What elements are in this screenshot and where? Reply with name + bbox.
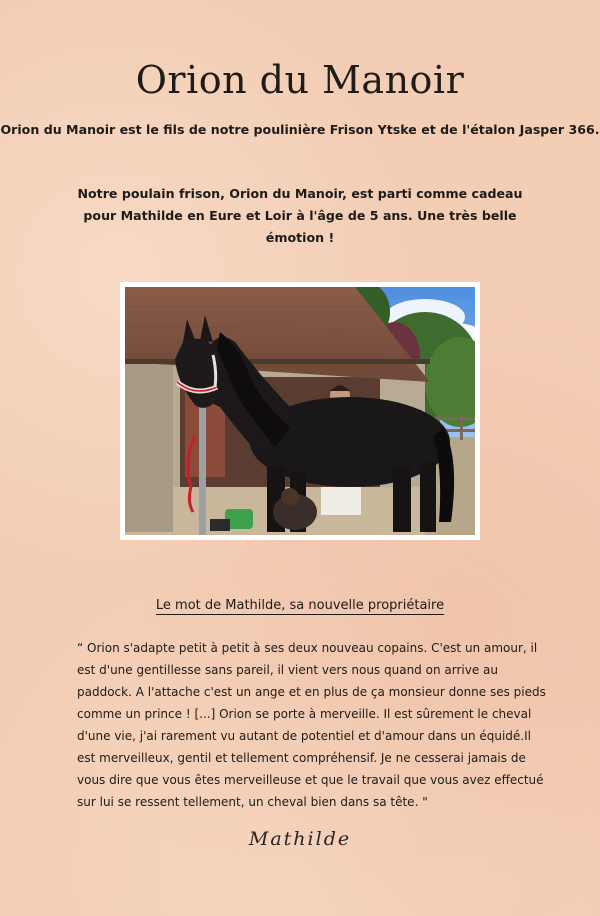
testimonial-heading [0, 598, 600, 613]
story-text: Notre poulain frison, Orion du Manoir, est parti comme cadeau pour Mathilde en Eure et Loir à l'âge de 5 ans. Une très belle émotion ! [77, 186, 523, 245]
testimonial-quote: “ Orion s'adapte petit à petit à ses deux nouveau copains. C'est un amour, il est d'une gentillesse sans pareil, il vient vers nous quand on arrive au paddock. A l'attache c'est un ange et en plus de ça monsieur donne ses pieds comme un prince ! [...] Orion se porte à merveille. Il est sûrement le cheval d'une vie, j'ai rarement vu autant de potentiel et d'amour dans un équidé.Il est merveilleux, gentil et tellement compréhensif. Je ne cesserai jamais de vous dire que vous êtes merveilleuse et que le travail que vous avez effectué sur lui se ressent tellement, un cheval bien dans sa tête. " [77, 641, 546, 809]
signature: Mathilde [248, 828, 352, 850]
page-title: Orion du Manoir [135, 58, 465, 102]
intro-text: Orion du Manoir est le fils de notre poulinière Frison Ytske et de l'étalon Jasper 366. [0, 122, 600, 137]
photo-frame [120, 282, 480, 540]
testimonial-heading-text: Le mot de Mathilde, sa nouvelle propriétaire [155, 598, 445, 613]
horse-photo [125, 287, 475, 535]
